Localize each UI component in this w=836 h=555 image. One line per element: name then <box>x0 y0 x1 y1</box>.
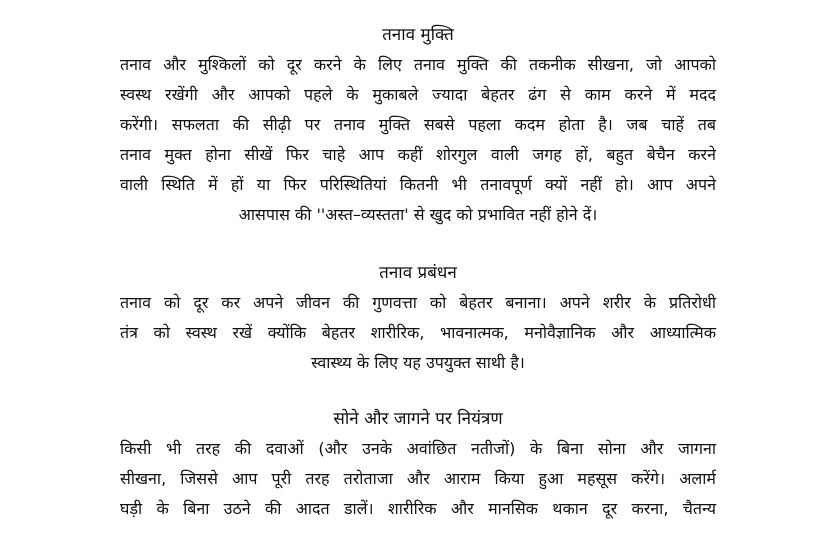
paragraph-line: स्वास्थ्य के लिए यह उपयुक्त साथी है। <box>311 353 525 372</box>
paragraph-line: किसी भी तरह की दवाओं (और उनके अवांछित नतीजों) के बिना सोना और जागना <box>120 439 716 458</box>
paragraph-line: करेंगी। सफलता की सीढ़ी पर तनाव मुक्ति सबसे पहला कदम होता है। जब चाहें तब <box>120 115 716 134</box>
section-stress-management <box>120 258 716 378</box>
paragraph-line: तंत्र को स्वस्थ रखें क्योंकि बेहतर शारीरिक, भावनात्मक, मनोवैज्ञानिक और आध्यात्मिक <box>120 323 716 342</box>
paragraph-line: घड़ी के बिना उठने की आदत डालें। शारीरिक और मानसिक थकान दूर करना, चैतन्य <box>120 499 716 518</box>
paragraph-line: तनाव मुक्त होना सीखें फिर चाहे आप कहीं शोरगुल वाली जगह हों, बहुत बेचैन करने <box>120 145 716 164</box>
section-heading: तनाव मुक्ति <box>382 25 454 45</box>
paragraph-line: सीखना, जिससे आप पूरी तरह तरोताजा और आराम किया हुआ महसूस करेंगे। अलार्म <box>120 469 716 488</box>
paragraph-line: आसपास की ''अस्त–व्यस्तता' से खुद को प्रभावित नहीं होने दें। <box>238 205 598 224</box>
paragraph-line: तनाव और मुश्किलों को दूर करने के लिए तनाव मुक्ति की तकनीक सीखना, जो आपको <box>120 55 716 74</box>
section-heading: सोने और जागने पर नियंत्रण <box>333 409 503 429</box>
section-heading: तनाव प्रबंधन <box>379 263 457 283</box>
section-stress-relief <box>120 20 716 230</box>
paragraph-line: स्वस्थ रखेंगी और आपको पहले के मुकाबले ज्यादा बेहतर ढंग से काम करने में मदद <box>120 85 716 104</box>
section-sleep-wake-control <box>120 404 716 524</box>
paragraph-line: वाली स्थिति में हों या फिर परिस्थितियां कितनी भी तनावपूर्ण क्यों नहीं हो। आप अपने <box>120 175 716 194</box>
paragraph-line: तनाव को दूर कर अपने जीवन की गुणवत्ता को बेहतर बनाना। अपने शरीर के प्रतिरोधी <box>120 293 716 312</box>
